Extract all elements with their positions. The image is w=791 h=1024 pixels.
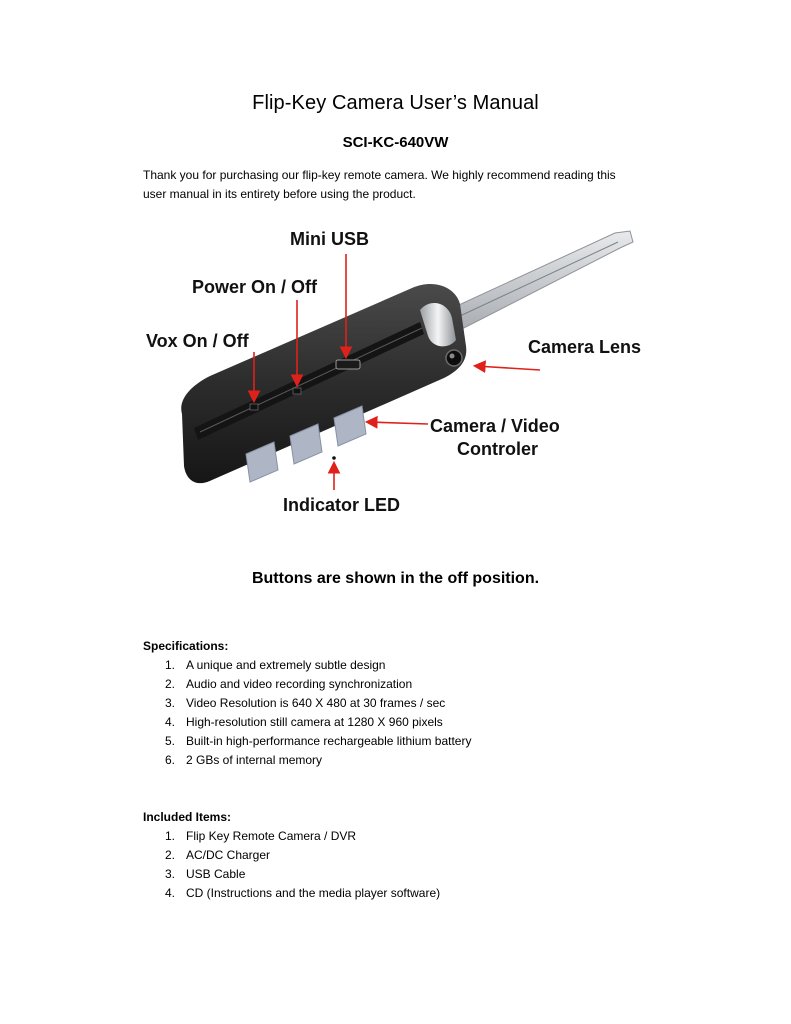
- list-item-number: 4.: [165, 715, 176, 729]
- list-item-number: 2.: [165, 848, 176, 862]
- flip-key-camera-illustration: [130, 218, 660, 528]
- list-item-text: High-resolution still camera at 1280 X 960 pixels: [186, 715, 443, 729]
- intro-line-1: Thank you for purchasing our flip-key remote camera. We highly recommend reading this: [143, 168, 616, 182]
- list-item-text: CD (Instructions and the media player software): [186, 886, 441, 900]
- mini-usb-port: [336, 360, 360, 369]
- specifications-heading: Specifications:: [143, 639, 229, 653]
- specifications-section: [143, 637, 663, 770]
- list-item: [143, 713, 663, 732]
- list-item-number: 5.: [165, 734, 176, 748]
- list-item-number: 4.: [165, 886, 176, 900]
- list-item-number: 3.: [165, 696, 176, 710]
- callout-power: Power On / Off: [192, 277, 318, 297]
- list-item-number: 3.: [165, 867, 176, 881]
- list-item-text: Video Resolution is 640 X 480 at 30 frames / sec: [186, 696, 446, 710]
- included-items-list: [143, 827, 663, 903]
- intro-line-2: user manual in its entirety before using the product.: [143, 187, 416, 201]
- callout-controller-line1: Camera / Video: [430, 416, 560, 436]
- key-blade: [448, 231, 633, 330]
- included-items-section: [143, 808, 663, 903]
- list-item: [143, 751, 663, 770]
- list-item-text: A unique and extremely subtle design: [186, 658, 386, 672]
- callout-camera-lens: Camera Lens: [528, 337, 642, 357]
- callout-vox: Vox On / Off: [146, 331, 249, 351]
- list-item-text: Flip Key Remote Camera / DVR: [186, 829, 357, 843]
- intro-paragraph: [143, 166, 653, 204]
- list-item-text: AC/DC Charger: [186, 848, 271, 862]
- list-item: [143, 865, 663, 884]
- included-items-heading: Included Items:: [143, 810, 232, 824]
- indicator-led: [332, 456, 336, 460]
- callout-mini-usb: Mini USB: [290, 229, 369, 249]
- list-item: [143, 656, 663, 675]
- list-item-text: Audio and video recording synchronization: [186, 677, 413, 691]
- list-item-number: 2.: [165, 677, 176, 691]
- vox-switch: [250, 404, 258, 410]
- model-number: SCI-KC-640VW: [342, 134, 449, 151]
- product-diagram: [130, 218, 660, 528]
- list-item-text: USB Cable: [186, 867, 246, 881]
- list-item: [143, 694, 663, 713]
- page-title: Flip-Key Camera User’s Manual: [252, 92, 539, 114]
- camera-body: [181, 284, 466, 483]
- list-item-text: 2 GBs of internal memory: [186, 753, 323, 767]
- list-item: [143, 827, 663, 846]
- list-item: [143, 846, 663, 865]
- list-item-text: Built-in high-performance rechargeable lithium battery: [186, 734, 472, 748]
- list-item: [143, 675, 663, 694]
- figure-caption: Buttons are shown in the off position.: [251, 570, 540, 587]
- list-item: [143, 732, 663, 751]
- power-switch: [293, 388, 301, 394]
- specifications-list: [143, 656, 663, 770]
- callout-controller-line2: Controler: [457, 439, 538, 459]
- list-item: [143, 884, 663, 903]
- list-item-number: 6.: [165, 753, 176, 767]
- callout-indicator-led: Indicator LED: [283, 495, 401, 515]
- list-item-number: 1.: [165, 829, 176, 843]
- list-item-number: 1.: [165, 658, 176, 672]
